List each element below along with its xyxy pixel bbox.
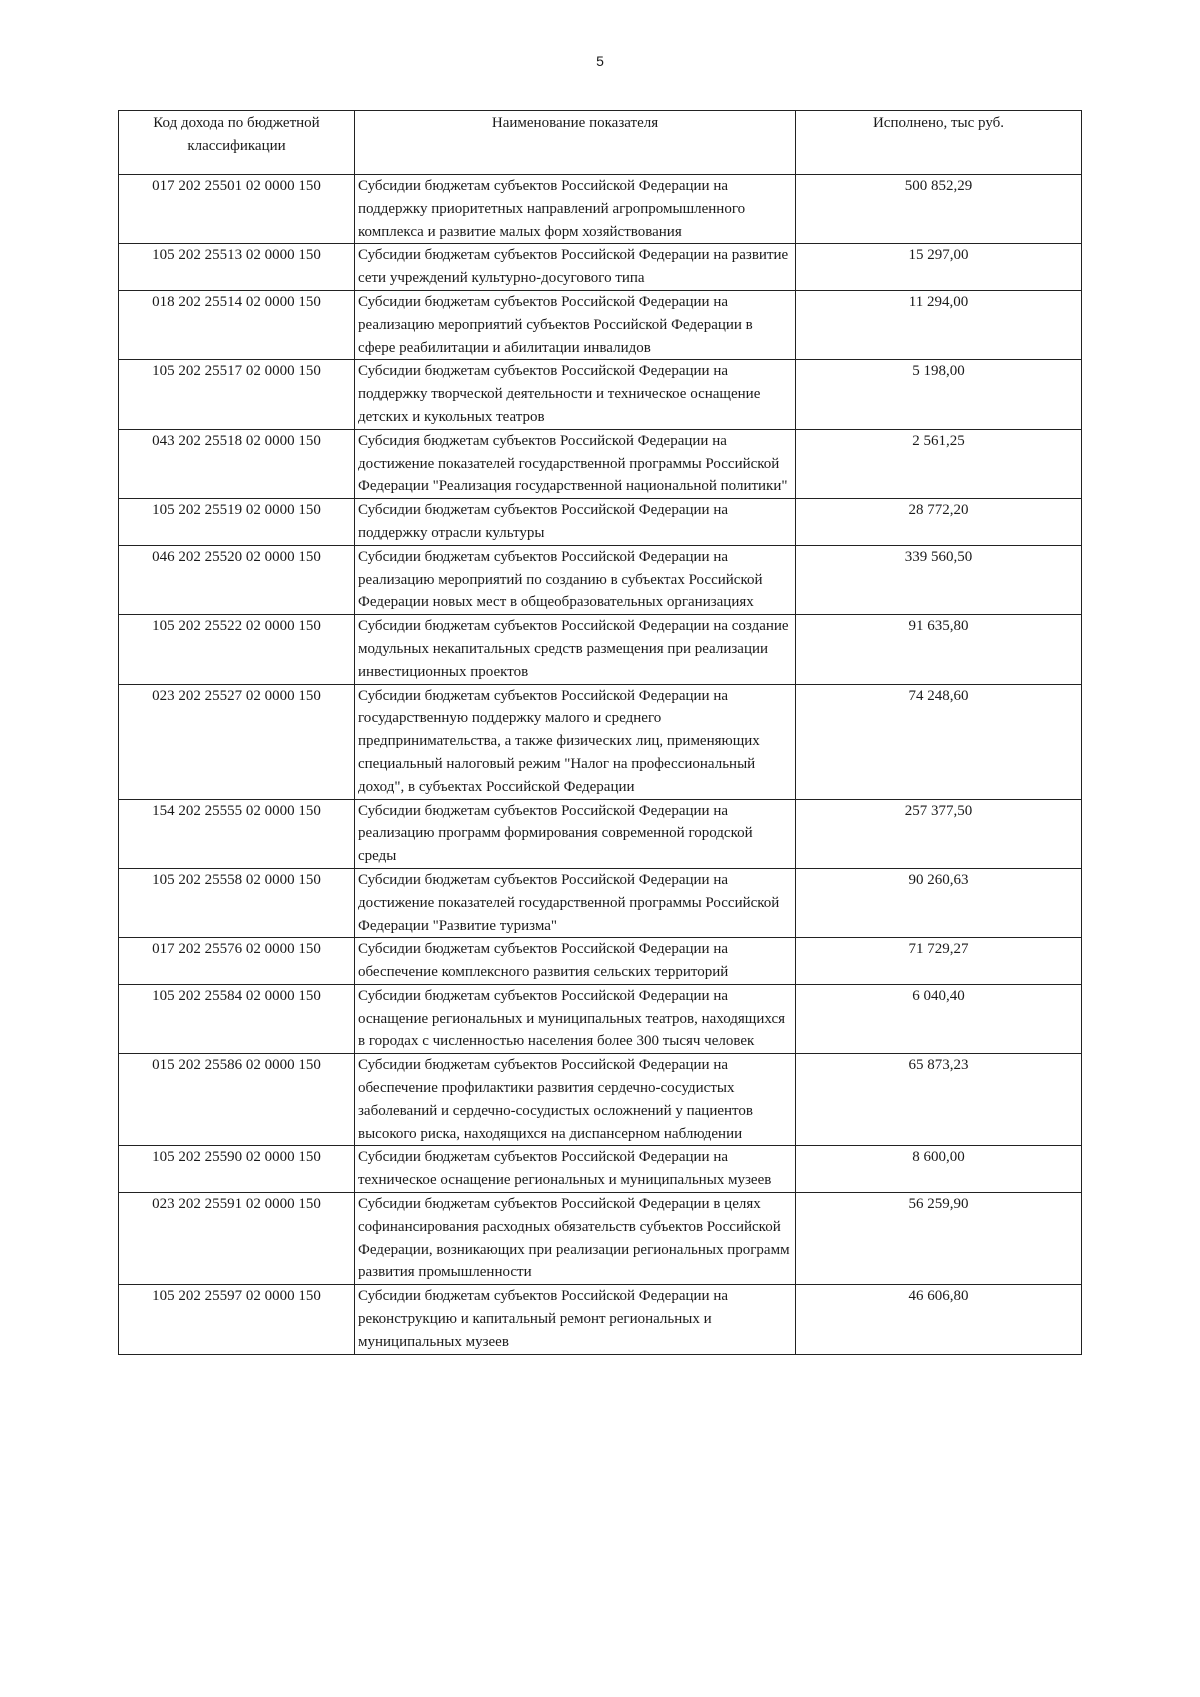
table-row bbox=[119, 1146, 1082, 1193]
row-code: 043 202 25518 02 0000 150 bbox=[119, 429, 355, 498]
row-code: 105 202 25522 02 0000 150 bbox=[119, 615, 355, 684]
table-row bbox=[119, 429, 1082, 498]
row-code: 023 202 25527 02 0000 150 bbox=[119, 684, 355, 799]
row-amount: 46 606,80 bbox=[796, 1285, 1082, 1354]
row-amount: 257 377,50 bbox=[796, 799, 1082, 868]
row-name: Субсидии бюджетам субъектов Российской Федерации на поддержку приоритетных направлений агропромышленного комплекса и развитие малых форм хозяйствования bbox=[355, 175, 796, 244]
header-name: Наименование показателя bbox=[355, 111, 796, 175]
row-code: 105 202 25519 02 0000 150 bbox=[119, 499, 355, 546]
row-amount: 339 560,50 bbox=[796, 545, 1082, 614]
row-name: Субсидии бюджетам субъектов Российской Федерации на государственную поддержку малого и среднего предпринимательства, а также физических лиц, применяющих специальный налоговый режим "Налог на профессиональный доход", в субъектах Российской Федерации bbox=[355, 684, 796, 799]
table-row bbox=[119, 799, 1082, 868]
row-code: 105 202 25517 02 0000 150 bbox=[119, 360, 355, 429]
table-row bbox=[119, 499, 1082, 546]
row-name: Субсидии бюджетам субъектов Российской Федерации на развитие сети учреждений культурно-досугового типа bbox=[355, 244, 796, 291]
row-name: Субсидии бюджетам субъектов Российской Федерации в целях софинансирования расходных обязательств субъектов Российской Федерации, возникающих при реализации региональных программ развития промышленности bbox=[355, 1193, 796, 1285]
table-row bbox=[119, 1054, 1082, 1146]
row-name: Субсидии бюджетам субъектов Российской Федерации на обеспечение комплексного развития сельских территорий bbox=[355, 938, 796, 985]
row-name: Субсидии бюджетам субъектов Российской Федерации на поддержку отрасли культуры bbox=[355, 499, 796, 546]
row-amount: 91 635,80 bbox=[796, 615, 1082, 684]
row-code: 017 202 25501 02 0000 150 bbox=[119, 175, 355, 244]
row-code: 105 202 25590 02 0000 150 bbox=[119, 1146, 355, 1193]
row-name: Субсидия бюджетам субъектов Российской Федерации на достижение показателей государственной программы Российской Федерации "Реализация государственной национальной политики" bbox=[355, 429, 796, 498]
row-name: Субсидии бюджетам субъектов Российской Федерации на оснащение региональных и муниципальных театров, находящихся в городах с численностью населения более 300 тысяч человек bbox=[355, 984, 796, 1053]
row-amount: 65 873,23 bbox=[796, 1054, 1082, 1146]
table-row bbox=[119, 290, 1082, 359]
table-row bbox=[119, 175, 1082, 244]
row-amount: 5 198,00 bbox=[796, 360, 1082, 429]
row-code: 154 202 25555 02 0000 150 bbox=[119, 799, 355, 868]
row-code: 105 202 25558 02 0000 150 bbox=[119, 868, 355, 937]
row-name: Субсидии бюджетам субъектов Российской Федерации на создание модульных некапитальных средств размещения при реализации инвестиционных проектов bbox=[355, 615, 796, 684]
row-code: 105 202 25597 02 0000 150 bbox=[119, 1285, 355, 1354]
table-row bbox=[119, 938, 1082, 985]
row-code: 105 202 25513 02 0000 150 bbox=[119, 244, 355, 291]
table-row bbox=[119, 1193, 1082, 1285]
row-code: 105 202 25584 02 0000 150 bbox=[119, 984, 355, 1053]
row-code: 018 202 25514 02 0000 150 bbox=[119, 290, 355, 359]
row-amount: 500 852,29 bbox=[796, 175, 1082, 244]
table-row bbox=[119, 615, 1082, 684]
row-name: Субсидии бюджетам субъектов Российской Федерации на реализацию мероприятий субъектов Российской Федерации в сфере реабилитации и абилитации инвалидов bbox=[355, 290, 796, 359]
budget-table bbox=[118, 110, 1082, 1355]
row-amount: 90 260,63 bbox=[796, 868, 1082, 937]
table-row bbox=[119, 984, 1082, 1053]
row-code: 023 202 25591 02 0000 150 bbox=[119, 1193, 355, 1285]
table-row bbox=[119, 868, 1082, 937]
header-code: Код дохода по бюджетной классификации bbox=[119, 111, 355, 175]
row-amount: 2 561,25 bbox=[796, 429, 1082, 498]
table-row bbox=[119, 545, 1082, 614]
table-row bbox=[119, 684, 1082, 799]
row-name: Субсидии бюджетам субъектов Российской Федерации на реализацию мероприятий по созданию в субъектах Российской Федерации новых мест в общеобразовательных организациях bbox=[355, 545, 796, 614]
row-name: Субсидии бюджетам субъектов Российской Федерации на техническое оснащение региональных и муниципальных музеев bbox=[355, 1146, 796, 1193]
row-amount: 8 600,00 bbox=[796, 1146, 1082, 1193]
row-amount: 71 729,27 bbox=[796, 938, 1082, 985]
page-number: 5 bbox=[596, 53, 604, 69]
table-row bbox=[119, 1285, 1082, 1354]
row-name: Субсидии бюджетам субъектов Российской Федерации на поддержку творческой деятельности и техническое оснащение детских и кукольных театров bbox=[355, 360, 796, 429]
header-amount: Исполнено, тыс руб. bbox=[796, 111, 1082, 175]
row-amount: 56 259,90 bbox=[796, 1193, 1082, 1285]
row-code: 017 202 25576 02 0000 150 bbox=[119, 938, 355, 985]
row-amount: 15 297,00 bbox=[796, 244, 1082, 291]
table-row bbox=[119, 244, 1082, 291]
row-code: 015 202 25586 02 0000 150 bbox=[119, 1054, 355, 1146]
row-name: Субсидии бюджетам субъектов Российской Федерации на достижение показателей государственной программы Российской Федерации "Развитие туризма" bbox=[355, 868, 796, 937]
row-name: Субсидии бюджетам субъектов Российской Федерации на реконструкцию и капитальный ремонт региональных и муниципальных музеев bbox=[355, 1285, 796, 1354]
row-amount: 11 294,00 bbox=[796, 290, 1082, 359]
row-amount: 74 248,60 bbox=[796, 684, 1082, 799]
row-amount: 28 772,20 bbox=[796, 499, 1082, 546]
row-name: Субсидии бюджетам субъектов Российской Федерации на реализацию программ формирования современной городской среды bbox=[355, 799, 796, 868]
row-name: Субсидии бюджетам субъектов Российской Федерации на обеспечение профилактики развития сердечно-сосудистых заболеваний и сердечно-сосудистых осложнений у пациентов высокого риска, находящихся на диспансерном наблюдении bbox=[355, 1054, 796, 1146]
table-header-row bbox=[119, 111, 1082, 175]
row-code: 046 202 25520 02 0000 150 bbox=[119, 545, 355, 614]
row-amount: 6 040,40 bbox=[796, 984, 1082, 1053]
table-row bbox=[119, 360, 1082, 429]
